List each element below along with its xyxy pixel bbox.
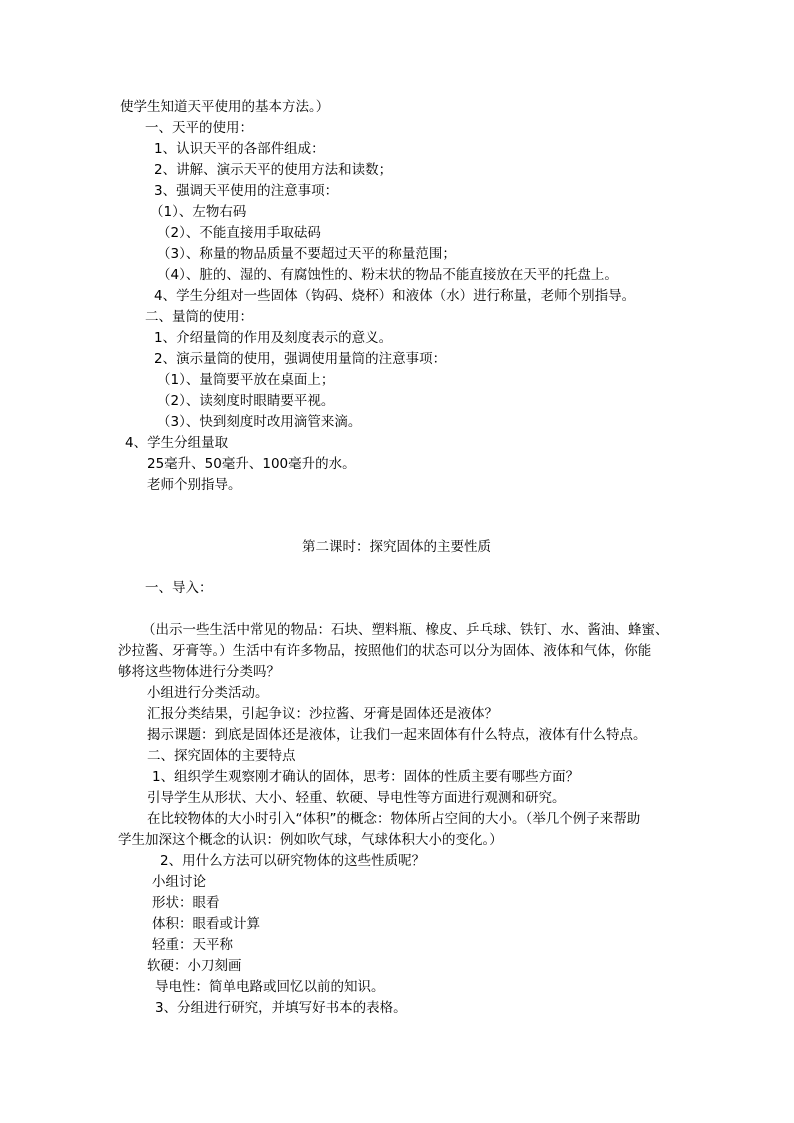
text-line: 1、认识天平的各部件组成： [154,141,325,157]
text-line: 1、介绍量筒的作用及刻度表示的意义。 [154,330,393,346]
text-line: （1）、左物右码 [150,204,247,220]
text-line: 软硬：小刀刻画 [147,958,242,974]
text-line: 揭示课题：到底是固体还是液体，让我们一起来固体有什么特点，液体有什么特点。 [147,727,647,743]
text-line: （1）、量筒要平放在桌面上； [157,372,335,388]
text-line: 够将这些物体进行分类吗？ [118,664,280,680]
text-line: 学生加深这个概念的认识：例如吹气球，气球体积大小的变化。） [118,832,503,848]
page-title: 第二课时：探究固体的主要性质 [302,539,491,555]
section-heading: 二、探究固体的主要特点 [147,748,296,764]
text-line: （4）、脏的、湿的、有腐蚀性的、粉末状的物品不能直接放在天平的托盘上。 [157,267,618,283]
section-heading: 一、导入： [145,580,213,596]
text-line: （2）、读刻度时眼睛要平视。 [157,393,335,409]
text-line: 体积：眼看或计算 [152,916,260,932]
text-line: （3）、称量的物品质量不要超过天平的称量范围； [157,246,456,262]
text-line: 形状：眼看 [152,895,220,911]
text-line: 3、强调天平使用的注意事项： [154,183,339,199]
text-line: 在比较物体的大小时引入“体积”的概念：物体所占空间的大小。（举几个例子来帮助 [147,811,641,827]
text-line: 小组进行分类活动。 [147,685,269,701]
text-line: 4、学生分组对一些固体（钩码、烧杯）和液体（水）进行称量，老师个别指导。 [154,288,636,304]
text-line: 导电性：简单电路或回忆以前的知识。 [155,979,385,995]
text-line: 汇报分类结果，引起争议：沙拉酱、牙膏是固体还是液体？ [147,706,498,722]
text-line: 25毫升、50毫升、100毫升的水。 [147,456,356,472]
text-line: （出示一些生活中常见的物品：石块、塑料瓶、橡皮、乒乓球、铁钉、水、酱油、蜂蜜、 [142,622,669,638]
text-line: 沙拉酱、牙膏等。）生活中有许多物品，按照他们的状态可以分为固体、液体和气体，你能 [118,643,652,659]
text-line: 轻重：天平称 [152,937,233,953]
text-line: 使学生知道天平使用的基本方法。） [120,99,330,115]
text-line: 2、用什么方法可以研究物体的这些性质呢？ [160,853,426,869]
section-heading: 一、天平的使用： [145,120,253,136]
text-line: 1、组织学生观察刚才确认的固体，思考：固体的性质主要有哪些方面？ [152,769,580,785]
text-line: 小组讨论 [152,874,206,890]
text-line: 2、演示量筒的使用，强调使用量筒的注意事项： [154,351,447,367]
text-line: 4、学生分组量取 [125,435,229,451]
text-line: 3、分组进行研究，并填写好书本的表格。 [155,1000,407,1016]
section-heading: 二、量筒的使用： [145,309,253,325]
text-line: （2）、不能直接用手取砝码 [157,225,321,241]
text-line: 2、讲解、演示天平的使用方法和读数； [154,162,393,178]
text-line: （3）、快到刻度时改用滴管来滴。 [157,414,362,430]
text-line: 老师个别指导。 [147,477,242,493]
text-line: 引导学生从形状、大小、轻重、软硬、导电性等方面进行观测和研究。 [147,790,566,806]
